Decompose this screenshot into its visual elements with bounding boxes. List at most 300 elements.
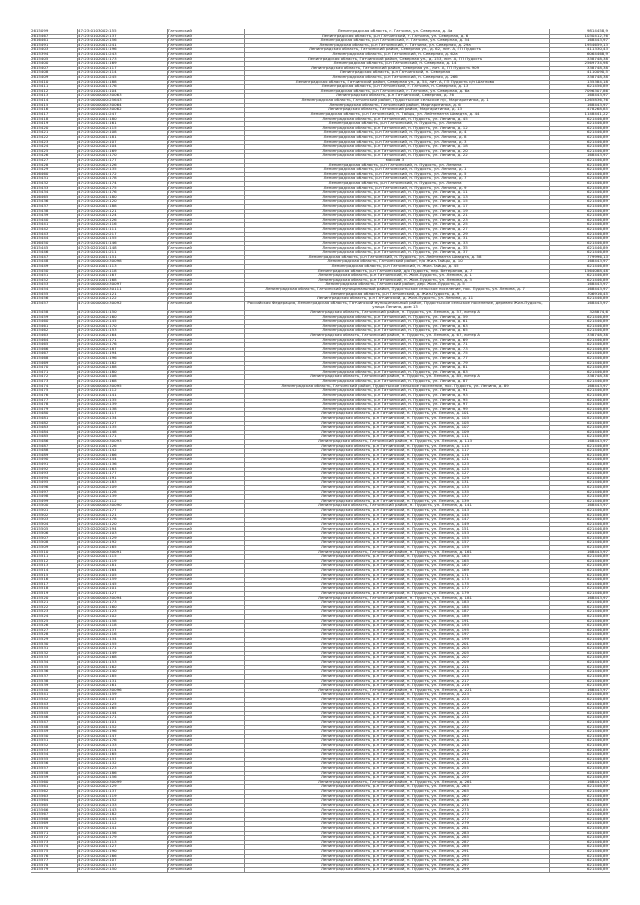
cadastral-number: 47:23:0102001:243 — [78, 52, 117, 57]
row-id: 2615546 — [31, 715, 49, 720]
cadastral-number: 47:23:0102002:137 — [78, 33, 117, 38]
cadastral-number: 47:23:0000000:30092 — [78, 300, 122, 305]
cadastral-value: 621446,89 — [586, 544, 608, 549]
row-id: 2615501 — [31, 508, 49, 513]
cadastral-number: 47:23:0201001:129 — [78, 535, 117, 540]
row-id: 2615579 — [31, 867, 49, 872]
address: Ленинградская область, Гатчинский район, Северная ул., д. 62, лит. А, ГП Пудость — [308, 47, 482, 52]
district: Гатчинский — [168, 600, 192, 605]
address: Ленинградская область, р-н Гатчинский, п. Пудость, ул. Ленина, д. 183 — [321, 600, 469, 605]
cadastral-number: 47:23:0202001:181 — [78, 134, 117, 139]
district: Гатчинский — [168, 333, 192, 338]
district: Гатчинский — [168, 650, 192, 655]
address: Ленинградская область, р-н Гатчинский, п. Пудость, ул. Ленина, д. 22 — [322, 153, 468, 158]
address: Ленинградская область, р-н Гатчинский, п. Пудость, ул. Ленина, д. 201 — [321, 641, 469, 646]
address: Ленинградская область, р-н Гатчинский, п. Пудость, ул. Ленина, д. 7 — [323, 176, 467, 181]
cadastral-number: 47:23:0201001:143 — [78, 816, 117, 821]
cadastral-value: 621446,89 — [586, 388, 608, 393]
cadastral-value: 621446,89 — [586, 457, 608, 462]
row-id: 2615482 — [31, 420, 49, 425]
district: Гатчинский — [168, 683, 192, 688]
cadastral-value: 621446,89 — [586, 176, 608, 181]
address: Ленинградская область, р-н Гатчинский, п. Пудость, ул. Ленина, д. 299 — [321, 867, 469, 872]
district: Гатчинский — [168, 706, 192, 711]
cadastral-number: 47:23:0202002:113 — [78, 839, 117, 844]
row-id: 2615480 — [31, 411, 49, 416]
district: Гатчинский — [168, 692, 192, 697]
row-id: 2615476 — [31, 392, 49, 397]
address: Ленинградская область, р-н Гатчинский, п. Северная, д. 26б — [332, 75, 458, 80]
district: Гатчинский — [168, 314, 192, 319]
cadastral-value: 621446,89 — [586, 489, 608, 494]
address: Ленинградская область, р-н Гатчинский, п. Пудость, ул. Ленина, д. 119 — [321, 452, 469, 457]
cadastral-value: 621446,89 — [586, 775, 608, 780]
cadastral-number: 47:23:0102001:169 — [78, 61, 117, 66]
address: Ленинградская область, Гатчинский район, п. Пудость, ул. Ленина, д. 85, литер А — [310, 374, 480, 379]
address: Ленинградская область, р-н Гатчинский, п. Пудость, ул. Ленина, д. 257 — [321, 770, 469, 775]
cadastral-number: 47:23:0202001:127 — [78, 591, 117, 595]
address: Ленинградская область, р-н Гатчинский, п. Пудость, ул. Ленина, д. 185 — [321, 604, 469, 609]
address: Ленинградская область, р-н Гатчинский, п. Пудость, ул. Ленина, д. 205 — [321, 650, 469, 655]
cadastral-value: 621446,89 — [586, 342, 608, 347]
row-id: 2615450 — [31, 268, 49, 273]
cadastral-value: 7096307,86 — [584, 88, 608, 93]
cadastral-value: 621446,89 — [586, 618, 608, 623]
cadastral-number: 47:23:0202002:135 — [78, 167, 117, 172]
cadastral-value: 621446,89 — [586, 319, 608, 324]
row-id: 2615504 — [31, 521, 49, 526]
cadastral-number: 47:23:0102002:156 — [78, 38, 117, 43]
cadastral-number: 47:23:0201001:113 — [78, 263, 117, 268]
cadastral-number: 47:23:0202001:114 — [78, 747, 117, 752]
address: Ленинградская область, Гатчинский район, п. Пудость, ул. Ленина, д. 181 — [318, 595, 472, 600]
row-id: 2615458 — [31, 310, 49, 314]
cadastral-number: 47:23:0000000:30063 — [78, 93, 122, 98]
address: Ленинградская область, р-н Гатчинский, п. Пудость, ул. Ленина, д. 65 — [322, 328, 468, 333]
cadastral-value: 621446,89 — [586, 632, 608, 637]
cadastral-number: 47:23:0000000:30098 — [78, 259, 122, 264]
cadastral-value: 621446,89 — [586, 853, 608, 858]
row-id: 2615560 — [31, 779, 49, 784]
district: Гатчинский — [168, 310, 192, 314]
district: Гатчинский — [168, 535, 192, 540]
district: Гатчинский — [168, 282, 192, 287]
district: Гатчинский — [168, 392, 192, 397]
row-id: 2615534 — [31, 660, 49, 665]
district: Гатчинский — [168, 743, 192, 748]
district: Гатчинский — [168, 125, 192, 130]
cadastral-number: 47:23:0201001:168 — [78, 277, 117, 282]
cadastral-number: 47:23:0202002:159 — [78, 577, 117, 582]
district: Гатчинский — [168, 733, 192, 738]
row-id: 2615532 — [31, 650, 49, 655]
cadastral-value: 621446,89 — [586, 591, 608, 595]
address: Ленинградская область, р-н Гатчинский, п. Пудость, ул. Ленина, д. 167 — [321, 563, 469, 568]
district: Гатчинский — [168, 623, 192, 628]
row-id: 2615461 — [31, 323, 49, 328]
row-id: 2615500 — [31, 503, 49, 508]
cadastral-number: 47:23:0201001:127 — [78, 844, 117, 849]
district: Гатчинский — [168, 798, 192, 803]
cadastral-value: 621446,89 — [586, 337, 608, 342]
address: Ленинградская область, р-н Гатчинский, п. Пудость, ул. Ленина, д. 243 — [321, 738, 469, 743]
district: Гатчинский — [168, 194, 192, 199]
cadastral-value: 621446,89 — [586, 839, 608, 844]
row-id: 2615557 — [31, 766, 49, 771]
cadastral-value: 621446,89 — [586, 475, 608, 480]
district: Гатчинский — [168, 383, 192, 388]
row-id: 2615539 — [31, 683, 49, 688]
cadastral-number: 47:23:0202001:180 — [78, 369, 117, 374]
row-id: 2615572 — [31, 835, 49, 840]
district: Гатчинский — [168, 664, 192, 669]
address: Ленинградская область, р-н Гатчинский, п. Пудость, ул. Ленина, д. 249 — [321, 752, 469, 757]
address: Ленинградская область, р-н Гатчинский, п. Пудость, ул. Ленина, д. 75 — [322, 351, 468, 356]
district: Гатчинский — [168, 793, 192, 798]
cadastral-number: 47:23:0201001:168 — [78, 379, 117, 384]
cadastral-value: 621446,89 — [586, 637, 608, 642]
cadastral-value: 621446,89 — [586, 830, 608, 835]
address: Ленинградская область, р-н Гатчинский, п. Пудость, ул. Ленина, д. 223 — [321, 692, 469, 697]
cadastral-value: 168443,97 — [586, 595, 608, 600]
row-id: 2615566 — [31, 807, 49, 812]
address: Ленинградская область, Гатчинский район, Северная ул., лит. А, ГП Пудость 909 — [310, 65, 480, 70]
row-id: 2615413 — [31, 93, 49, 98]
row-id: 2615433 — [31, 185, 49, 190]
cadastral-number: 47:23:0202001:156 — [78, 775, 117, 780]
address: Ленинградская область, р-н Гатчинский, п. Пудость, ул. Ленина, д. 255 — [321, 766, 469, 771]
cadastral-number: 47:23:0201001:148 — [78, 245, 117, 250]
district: Гатчинский — [168, 429, 192, 434]
address: Ленинградская область, р-н Гатчинский, п. Пудость, ул. Ленина, д. 20 — [322, 148, 468, 153]
row-id: 2615452 — [31, 277, 49, 282]
cadastral-number: 47:23:0201002:165 — [78, 544, 117, 549]
district: Гатчинский — [168, 526, 192, 531]
table-row — [31, 867, 610, 873]
district: Гатчинский — [168, 632, 192, 637]
district: Гатчинский — [168, 853, 192, 858]
row-id: 2615577 — [31, 858, 49, 863]
address: Ленинградская область, р-н Гатчинский, п. Пудость, ул. Ленина, д. 143 — [321, 508, 469, 513]
district: Гатчинский — [168, 98, 192, 103]
cadastral-value: 621446,89 — [586, 567, 608, 572]
address: Ленинградская область, р-н Гатчинский, п. Жил-Пудость, ул. Ленина, д. 3 — [318, 277, 472, 282]
address: Ленинградская область, г. Гатчина, ул. Северная, д. 4а — [337, 29, 453, 33]
row-id: 2615558 — [31, 770, 49, 775]
district: Гатчинский — [168, 259, 192, 264]
address: Ленинградская область, р-н Гатчинский, п. Пудость, ул. Ленина, д. 25 — [322, 222, 468, 227]
cadastral-number: 47:23:0202002:144 — [78, 457, 117, 462]
address: Ленинградская область, р-н Гатчинский, г. Гатчина, ул. Северная, д. 29а — [319, 42, 471, 47]
row-id: 2615479 — [31, 406, 49, 411]
cadastral-value: 168443,97 — [586, 93, 608, 98]
row-id: 2615498 — [31, 494, 49, 499]
address: Ленинградская область, р-н Гатчинский, п. Пудость, ул. Ленина, д. 279 — [321, 821, 469, 826]
row-id: 2615403 — [31, 47, 49, 52]
cadastral-number: 47:23:0202001:146 — [78, 240, 117, 245]
district: Гатчинский — [168, 134, 192, 139]
cadastral-number: 47:23:0000000:30096 — [78, 687, 122, 692]
row-id: 2615454 — [31, 286, 49, 291]
address: Ленинградская область, р-н Гатчинский, п. Пудость, ул. Ленина, д. 31 — [322, 236, 468, 241]
row-id: 2615496 — [31, 485, 49, 490]
cadastral-value: 478268,85 — [586, 107, 608, 112]
address: Ленинградская область, р-н Гатчинский, п. Жил-Пудость, ул. Ленина, д. 1 — [318, 273, 472, 278]
cadastral-number: 47:23:0202001:136 — [78, 462, 117, 467]
cadastral-number: 47:23:0202002:157 — [78, 756, 117, 761]
row-id: 2615437 — [31, 204, 49, 209]
district: Гатчинский — [168, 784, 192, 789]
row-id: 2615405 — [31, 56, 49, 61]
cadastral-value: 621446,89 — [586, 848, 608, 853]
cadastral-number: 47:23:0202002:175 — [78, 185, 117, 190]
cadastral-number: 47:23:0202001:182 — [78, 360, 117, 365]
cadastral-value: 6064468,9 — [586, 52, 608, 57]
row-id: 2615443 — [31, 231, 49, 236]
row-id: 2615465 — [31, 342, 49, 347]
row-id: 2615438 — [31, 208, 49, 213]
district: Гатчинский — [168, 701, 192, 706]
address: Ленинградская область, р-н Гатчинский, д. Жил-Пудость, д. 9 — [330, 291, 460, 296]
address: Ленинградская область, р-н Гатчинский, п. Пудость, ул. Ленина, д. 3 — [323, 139, 467, 144]
row-id: 2615524 — [31, 614, 49, 619]
district: Гатчинский — [168, 572, 192, 577]
address: Ленинградская область, Гатчинский район, Северная ул., д. 54, лит. А, ГП Пудость с/п Шаглово — [295, 79, 495, 84]
cadastral-number: 47:23:0201001:138 — [78, 406, 117, 411]
cadastral-value: 621446,89 — [586, 526, 608, 531]
cadastral-value: 621446,89 — [586, 627, 608, 632]
district: Гатчинский — [168, 79, 192, 84]
district: Гатчинский — [168, 130, 192, 135]
address: Ленинградская область, Гатчинский район, п. Пудость, ул. Ленина, д. 261 — [318, 779, 472, 784]
cadastral-value: 168443,97 — [586, 438, 608, 443]
address: Ленинградская область, р-н Гатчинский, п. Пудость, ул. Ленина, д. 159 — [321, 544, 469, 549]
cadastral-value: 621446,89 — [586, 646, 608, 651]
row-id: 2615544 — [31, 706, 49, 711]
address: Ленинградская область, Гатчинский район, Пудостьское сельское п/с, Маргаритинка, д. 1 — [301, 98, 489, 103]
address: Ленинградская область, р-н Гатчинский, п. Пудость, ул. Ленина, д. 123 — [321, 462, 469, 467]
cadastral-value: 621446,89 — [586, 162, 608, 167]
cadastral-value: 621446,89 — [586, 134, 608, 139]
cadastral-number: 47:23:0201001:167 — [78, 273, 117, 278]
cadastral-value: 621446,89 — [586, 448, 608, 453]
cadastral-value: 621446,89 — [586, 213, 608, 218]
row-id: 2615474 — [31, 383, 49, 388]
row-id: 2615481 — [31, 415, 49, 420]
cadastral-number: 47:23:0202001:150 — [78, 310, 117, 314]
row-id: 2616460 — [31, 171, 49, 176]
district: Гатчинский — [168, 858, 192, 863]
district: Гатчинский — [168, 365, 192, 370]
row-id: 2615459 — [31, 314, 49, 319]
row-id: 2615528 — [31, 632, 49, 637]
district: Гатчинский — [168, 563, 192, 568]
cadastral-value: 621446,89 — [586, 835, 608, 840]
cadastral-number: 47:23:0000000:30062 — [78, 107, 122, 112]
address: Ленинградская область, р-н Гатчинский, п. Пудость, ул. Ленина, д. 129 — [321, 475, 469, 480]
cadastral-number: 47:23:0201001:105 — [78, 572, 117, 577]
address: Ленинградская область, р-н Гатчинский, п. Северная, д. 62а — [332, 52, 458, 57]
address: Ленинградская область, р-н Гатчинский, п. Пудость, ул. Ленина, д. 147 — [321, 517, 469, 522]
cadastral-number: 47:23:0202001:153 — [78, 328, 117, 333]
cadastral-value: 621446,89 — [586, 719, 608, 724]
district: Гатчинский — [168, 719, 192, 724]
address: Ленинградская область, р-н Гатчинский, п. Пудость, ул. Ленина, д. 153 — [321, 531, 469, 536]
district: Гатчинский — [168, 567, 192, 572]
district: Гатчинский — [168, 825, 192, 830]
row-id: 2615449 — [31, 263, 49, 268]
address: Ленинградская область, Гатчинский район, п. Пудость, ул. Ленина, д. 141 — [318, 503, 472, 508]
cadastral-value: 621446,89 — [586, 678, 608, 683]
row-id: 2615414 — [31, 98, 49, 103]
address: Ленинградская область, р-н Гатчинский, п. Пудость, ул. Ленина, д. 115 — [321, 443, 469, 448]
address: Ленинградская область, р-н Гатчинский, п. Пудость, ул. Ленина, д. 245 — [321, 743, 469, 748]
address: Ленинградская область, р-н Гатчинский, п. Пудость, ул. Ленина, д. 197 — [321, 632, 469, 637]
cadastral-value: 621446,89 — [586, 535, 608, 540]
row-id: 2615567 — [31, 812, 49, 817]
row-id: 2615538 — [31, 678, 49, 683]
district: Гатчинский — [168, 351, 192, 356]
cadastral-value: 168443,97 — [586, 549, 608, 554]
cadastral-value: 621446,89 — [586, 356, 608, 361]
district: Гатчинский — [168, 687, 192, 692]
cadastral-number: 47:23:0202002:181 — [78, 563, 117, 568]
row-id: 2615502 — [31, 512, 49, 517]
address: Ленинградская область, Гатчинский район, п. Пудость, ул. Ленина, д. 67, литер А — [310, 333, 480, 338]
address: Ленинградская область, р-н Гатчинский, п. Пудость, ул. Ленина, д. 45 — [322, 116, 468, 121]
row-id: 2615467 — [31, 33, 49, 38]
cadastral-number: 47:23:0202002:177 — [78, 508, 117, 513]
cadastral-value: 621446,89 — [586, 540, 608, 545]
cadastral-number: 47:23:0202001:169 — [78, 148, 117, 153]
cadastral-value: 621446,89 — [586, 250, 608, 255]
district: Гатчинский — [168, 250, 192, 255]
cadastral-number: 47:23:0000000:30099 — [78, 779, 122, 784]
district: Гатчинский — [168, 148, 192, 153]
address: Ленинградская область, р-н Гатчинский, п. Пудость, ул. Ленина, д. 33 — [322, 240, 468, 245]
cadastral-number: 47:23:0201002:156 — [78, 830, 117, 835]
cadastral-number: 47:23:0202001:166 — [78, 452, 117, 457]
district: Гатчинский — [168, 240, 192, 245]
address: Ленинградская область, р-н Гатчинский, п. Пудость, ул. Ленина, д. 105 — [321, 420, 469, 425]
address: Ленинградская область, р-н Гатчинский, п. Пудость, ул. Ленина, д. 18 — [322, 144, 468, 149]
row-id: 2615431 — [31, 176, 49, 181]
cadastral-number: 47:23:0201002:164 — [78, 333, 117, 338]
cadastral-number: 47:23:0202002:161 — [78, 683, 117, 688]
cadastral-value: 4110090,5 — [586, 70, 608, 75]
address: Ленинградская область, р-н Гатчинский, п. Пудость, ул. Ленина, д. 9 — [323, 185, 467, 190]
row-id: 2615535 — [31, 664, 49, 669]
district: Гатчинский — [168, 554, 192, 559]
cadastral-number: 47:23:0202002:186 — [78, 770, 117, 775]
cadastral-value: 621446,89 — [586, 867, 608, 872]
cadastral-number: 47:23:0202001:131 — [78, 678, 117, 683]
row-id: 2615434 — [31, 190, 49, 195]
row-id: 2615421 — [31, 130, 49, 135]
address: Ленинградская область, р-н Гатчинский, п. Пудость, ул. Ленина, д. 127 — [321, 471, 469, 476]
address: Ленинградская область, р-н Гатчинский, п. Пудость, ул. Ленина, д. 97 — [322, 402, 468, 407]
district: Гатчинский — [168, 729, 192, 734]
cadastral-number: 47:23:0202001:172 — [78, 171, 117, 176]
address: Ленинградская область, р-н Гатчинский, п. Пудость, ул. Ленина — [328, 162, 462, 167]
district: Гатчинский — [168, 862, 192, 867]
cadastral-value: 621446,89 — [586, 194, 608, 199]
address: Ленинградская область, р-н Гатчинский, п. Пудость, ул. Ленина, д. 131 — [321, 480, 469, 485]
address: Ленинградская область, р-н Гатчинский, п. Пудость, ул. Ленина, д. 225 — [321, 696, 469, 701]
cadastral-number: 47:23:0202001:121 — [78, 512, 117, 517]
cadastral-value: 621446,89 — [586, 531, 608, 536]
address: Ленинградская область, р-н Гатчинский, п. Пудость, ул. Ленина, д. 4 — [323, 130, 467, 135]
row-id: 2615451 — [31, 273, 49, 278]
district: Гатчинский — [168, 217, 192, 222]
cadastral-number: 47:23:0202001:194 — [78, 351, 117, 356]
row-id: 2615489 — [31, 452, 49, 457]
cadastral-value: 621446,89 — [586, 710, 608, 715]
row-id: 2615415 — [31, 102, 49, 107]
address: Ленинградская область, р-н Гатчинский, п. Пудость, ул. Ленина, д. 81 — [322, 365, 468, 370]
cadastral-value: 621446,89 — [586, 683, 608, 688]
cadastral-number: 47:23:0202002:150 — [78, 867, 117, 872]
district: Гатчинский — [168, 157, 192, 162]
cadastral-value: 2569734,98 — [584, 61, 608, 66]
district: Гатчинский — [168, 581, 192, 586]
district: Гатчинский — [168, 586, 192, 591]
address: Ленинградская область, р-н Гатчинский, п. Жил-Тайцы, д. 45 — [331, 263, 459, 268]
row-id: 2615432 — [31, 181, 49, 186]
cadastral-value: 621446,89 — [586, 650, 608, 655]
address: Ленинградская область, Гатчинский район, п. Пудость, ул. Ленина, д. 161 — [318, 549, 472, 554]
address: Ленинградская область, р-н Гатчинский, п. Пудость, ул. Ленина, д. 15 — [322, 199, 468, 204]
address: Ленинградская область, р-н Гатчинский, п. Пудость, ул. Ленина, д. 285 — [321, 835, 469, 840]
address: Ленинградская область, р-н Гатчинский, п. Пудость, ул. Ленина, д. 253 — [321, 761, 469, 766]
cadastral-value: 621446,89 — [586, 802, 608, 807]
cadastral-value: 621446,89 — [586, 240, 608, 245]
address: Ленинградская область, р-н Гатчинский, п. Пудость, ул. Ленина, д. 171 — [321, 572, 469, 577]
address: Ленинградская область, р-н Гатчинский, п. Пудость, ул. Ленина, д. 117 — [321, 448, 469, 453]
row-id: 2615536 — [31, 669, 49, 674]
cadastral-value: 621456,89 — [586, 84, 608, 89]
cadastral-number: 47:23:0202002:148 — [78, 429, 117, 434]
cadastral-value: 621446,89 — [586, 425, 608, 430]
row-id: 2615523 — [31, 609, 49, 614]
address: Ленинградская область, р-н Гатчинский, п. Пудость, ул. Ленина, д. 23 — [322, 217, 468, 222]
district: Гатчинский — [168, 263, 192, 268]
district: Гатчинский — [168, 75, 192, 80]
cadastral-value: 411330,43 — [586, 47, 608, 52]
cadastral-number: 47:23:0000000:30093 — [78, 438, 122, 443]
district: Гатчинский — [168, 770, 192, 775]
cadastral-number: 47:23:0202002:134 — [78, 415, 117, 420]
cadastral-value: 338748,38 — [586, 333, 608, 338]
cadastral-value: 621446,89 — [586, 217, 608, 222]
district: Гатчинский — [168, 33, 192, 38]
address: Ленинградская область, р-н Гатчинский, п. Пудость, ул. Ленина, д. 107 — [321, 425, 469, 430]
cadastral-number: 47:23:0102001:245 — [78, 75, 117, 80]
address: Ленинградская область, р-н Гатчинский, п. Пудость, ул. Ленина, д. 35 — [322, 245, 468, 250]
cadastral-value: 621446,89 — [586, 761, 608, 766]
cadastral-value: 621446,89 — [586, 199, 608, 204]
row-id: 2615564 — [31, 798, 49, 803]
row-id: 2615547 — [31, 719, 49, 724]
cadastral-value: 621446,89 — [586, 572, 608, 577]
address: Ленинградская область, р-н Гатчинский, п. Пудость, ул. Ленина, д. 103 — [321, 415, 469, 420]
cadastral-value: 621446,89 — [586, 812, 608, 817]
district: Гатчинский — [168, 93, 192, 98]
address: Ленинградская область, р-н Гатчинский, п. Пудость, ул. Ленина, д. 259 — [321, 775, 469, 780]
cadastral-number: 47:23:0202001:161 — [78, 121, 117, 126]
row-id: 2615478 — [31, 402, 49, 407]
district: Гатчинский — [168, 144, 192, 149]
